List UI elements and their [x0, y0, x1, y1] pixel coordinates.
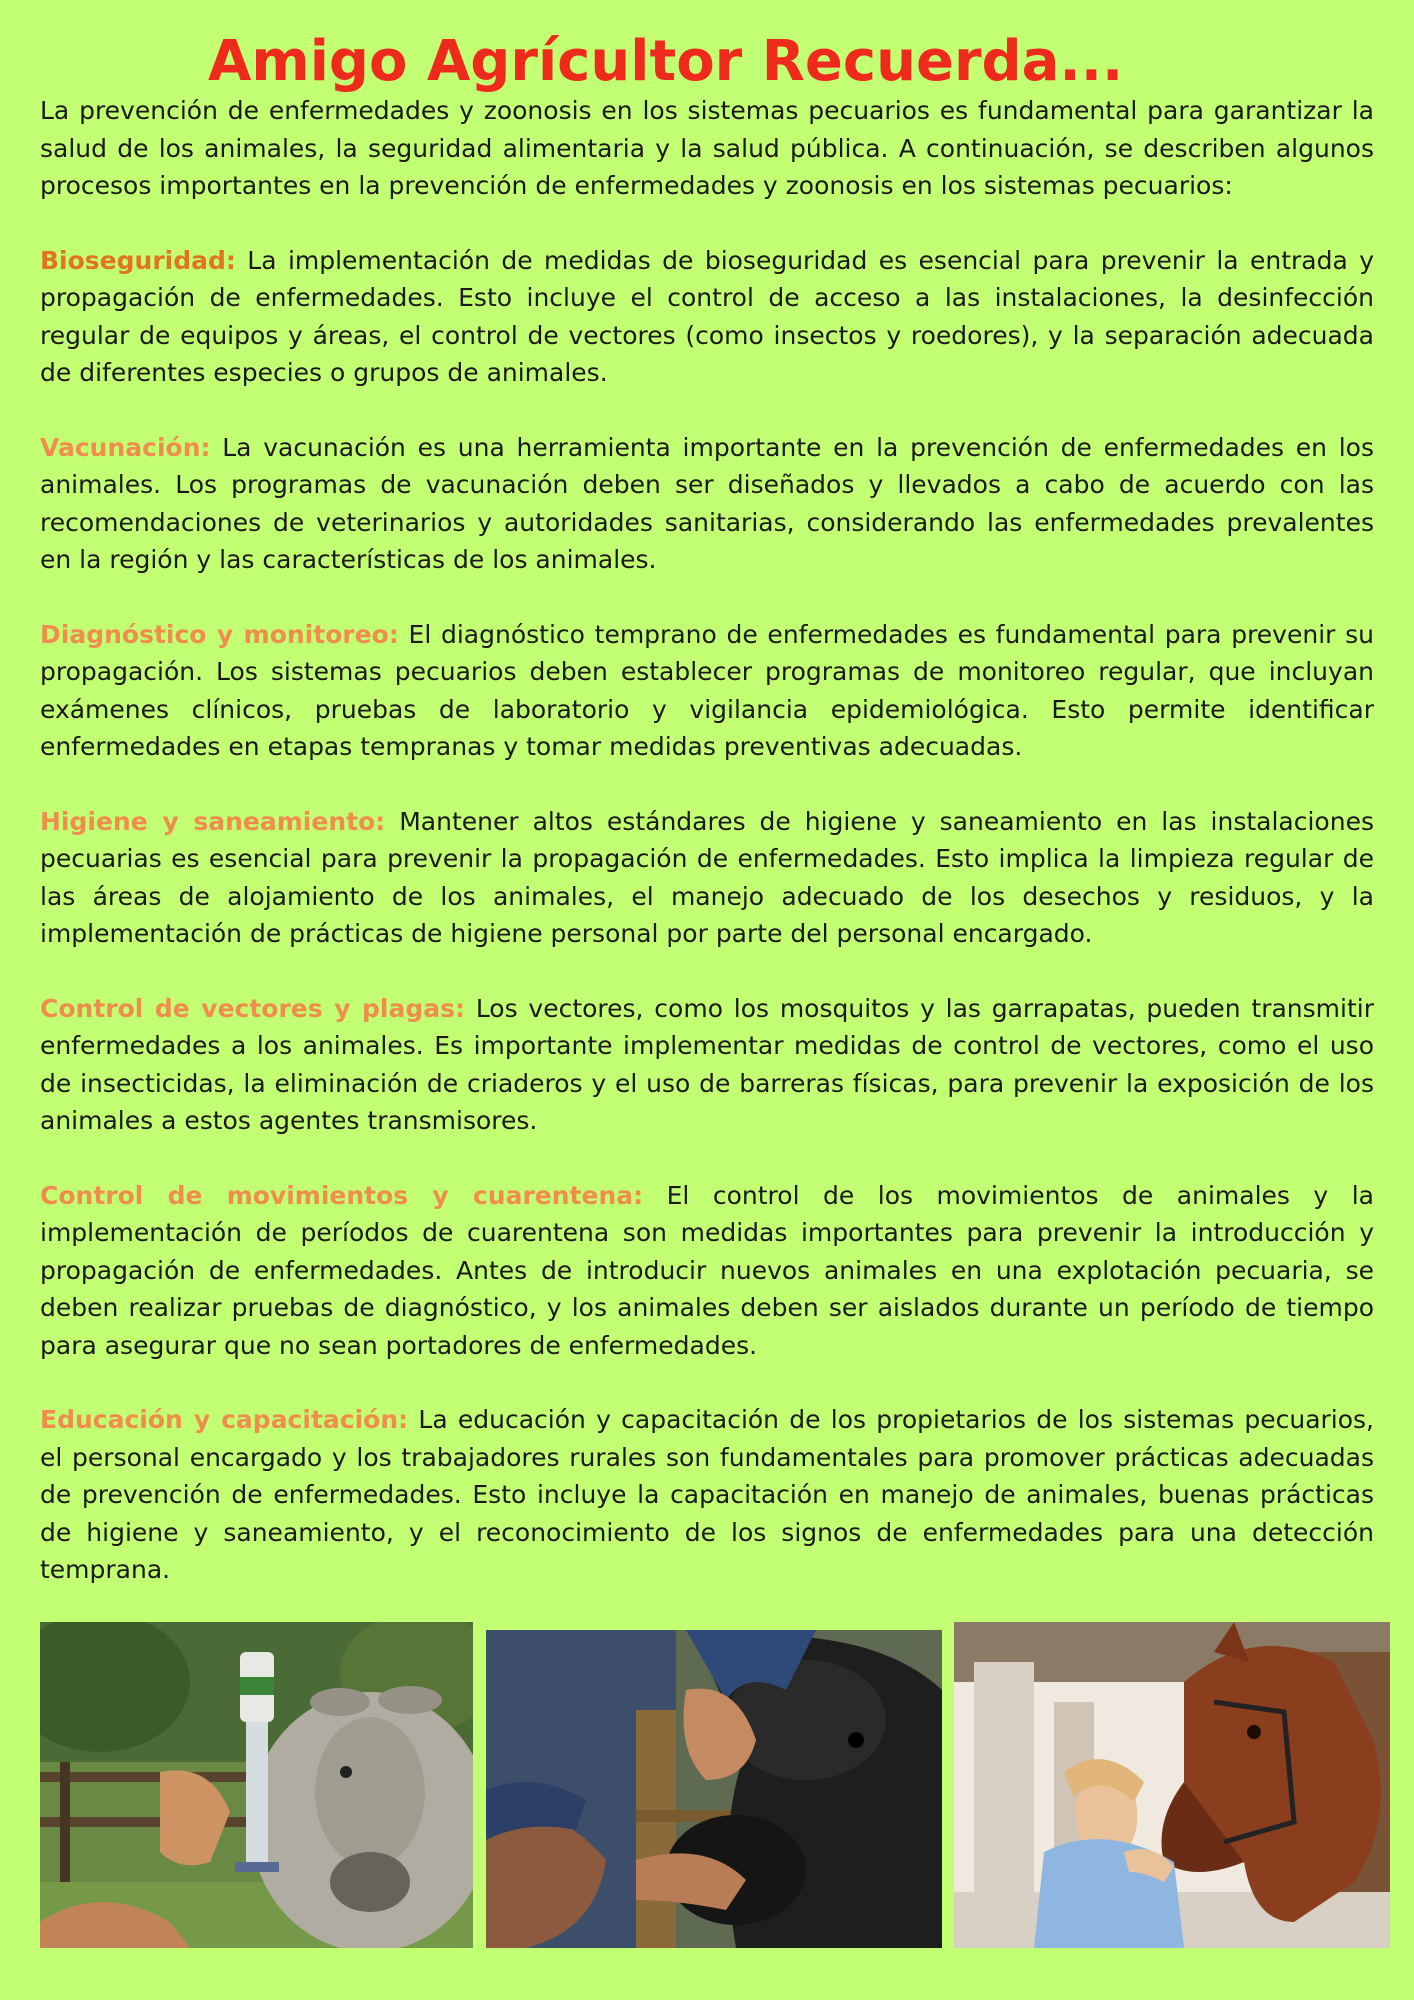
- cattle-vaccination-image: [40, 1622, 473, 1948]
- section-higiene: [40, 803, 1374, 953]
- section-body: La implementación de medidas de bioseguridad es esencial para prevenir la entrada y propagación de enfermedades. Esto incluye el control de acceso a las instalaciones, la desinfección regular de equipos y áreas, el control de vectores (como insectos y roedores), y la separación adecuada de diferentes especies o grupos de animales.: [40, 245, 1374, 387]
- section-bioseguridad: [40, 242, 1374, 392]
- section-heading: Diagnóstico y monitoreo:: [40, 619, 399, 649]
- photo-cow-inspection: [486, 1630, 942, 1948]
- section-heading: Vacunación:: [40, 432, 211, 462]
- photo-cattle-vaccination: [40, 1622, 473, 1948]
- cow-inspection-image: [486, 1630, 942, 1948]
- document-body: [40, 92, 1374, 1626]
- section-body: El diagnóstico temprano de enfermedades es fundamental para prevenir su propagación. Los sistemas pecuarios deben establecer programas de monitoreo regular, que incluyan exámenes clínicos, pruebas de laboratorio y vigilancia epidemiológica. Esto permite identificar enfermedades en etapas tempranas y tomar medidas preventivas adecuadas.: [40, 619, 1374, 761]
- section-body: Mantener altos estándares de higiene y saneamiento en las instalaciones pecuarias es esencial para prevenir la propagación de enfermedades. Esto implica la limpieza regular de las áreas de alojamiento de los animales, el manejo adecuado de los desechos y residuos, y la implementación de prácticas de higiene personal por parte del personal encargado.: [40, 806, 1374, 948]
- section-body: La vacunación es una herramienta importante en la prevención de enfermedades en los animales. Los programas de vacunación deben ser diseñados y llevados a cabo de acuerdo con las recomendaciones de veterinarios y autoridades sanitarias, considerando las enfermedades prevalentes en la región y las características de los animales.: [40, 432, 1374, 574]
- section-body: El control de los movimientos de animales y la implementación de períodos de cuarentena son medidas importantes para prevenir la introducción y propagación de enfermedades. Antes de introducir nuevos animales en una explotación pecuaria, se deben realizar pruebas de diagnóstico, y los animales deben ser aislados durante un período de tiempo para asegurar que no sean portadores de enfermedades.: [40, 1180, 1374, 1360]
- photo-horse-vet: [954, 1622, 1390, 1948]
- section-heading: Control de vectores y plagas:: [40, 993, 466, 1023]
- section-control-vectores: [40, 990, 1374, 1140]
- section-body: Los vectores, como los mosquitos y las garrapatas, pueden transmitir enfermedades a los animales. Es importante implementar medidas de control de vectores, como el uso de insecticidas, la eliminación de criaderos y el uso de barreras físicas, para prevenir la exposición de los animales a estos agentes transmisores.: [40, 993, 1374, 1135]
- section-heading: Control de movimientos y cuarentena:: [40, 1180, 644, 1210]
- section-heading: Higiene y saneamiento:: [40, 806, 386, 836]
- horse-vet-image: [954, 1622, 1390, 1948]
- section-diagnostico: [40, 616, 1374, 766]
- intro-paragraph: La prevención de enfermedades y zoonosis en los sistemas pecuarios es fundamental para garantizar la salud de los animales, la seguridad alimentaria y la salud pública. A continuación, se describen algunos procesos importantes en la prevención de enfermedades y zoonosis en los sistemas pecuarios:: [40, 96, 1374, 200]
- section-vacunacion: [40, 429, 1374, 579]
- section-educacion: [40, 1401, 1374, 1589]
- photo-strip: [40, 1622, 1390, 1948]
- section-cuarentena: [40, 1177, 1374, 1365]
- section-heading: Educación y capacitación:: [40, 1405, 409, 1434]
- page-title: Amigo Agrícultor Recuerda...: [208, 29, 1124, 94]
- section-body: La educación y capacitación de los propietarios de los sistemas pecuarios, el personal encargado y los trabajadores rurales son fundamentales para promover prácticas adecuadas de prevención de enfermedades. Esto incluye la capacitación en manejo de animales, buenas prácticas de higiene y saneamiento, y el reconocimiento de los signos de enfermedades para una detección temprana.: [40, 1405, 1375, 1584]
- section-heading: Bioseguridad:: [40, 245, 236, 275]
